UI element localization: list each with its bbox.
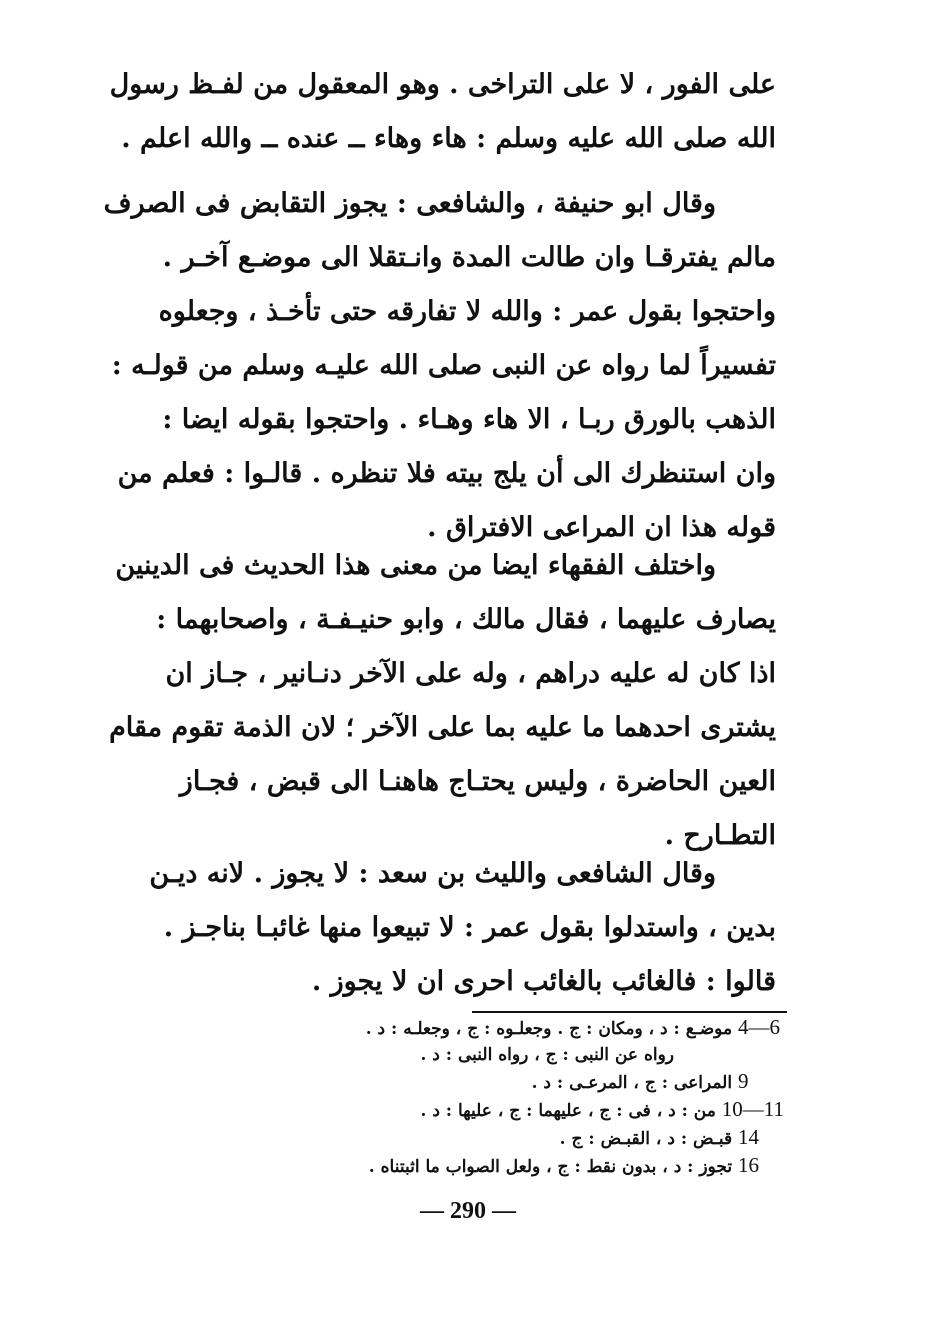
text-line: بدين ، واستدلوا بقول عمر : لا تبيعوا منها غائبـا بناجـز . <box>163 912 776 943</box>
footnote-number: 10—11 <box>721 1097 784 1121</box>
footnote-text: المراعى : ج ، المرعـى : د . <box>531 1073 733 1093</box>
footnote <box>100 1124 784 1152</box>
footnote-number: 9 <box>738 1069 749 1093</box>
footnote-text: موضـع : د ، ومكان : ج . وجعلـوه : ج ، وجعلـه : د . <box>365 1019 733 1039</box>
footnote-text: من : د ، فى : ج ، عليهما : ج ، عليها : د . <box>420 1101 716 1121</box>
footnote <box>100 1068 784 1096</box>
text-line: اذا كان له عليه دراهم ، وله على الآخر دنـانير ، جـاز ان <box>165 658 776 689</box>
text-line: وقال الشافعى والليث بن سعد : لا يجوز . لانه ديـن <box>149 858 716 889</box>
text-line: واختلف الفقهاء ايضا من معنى هذا الحديث فى الدينين <box>115 550 716 581</box>
footnote-continuation <box>100 1042 784 1068</box>
paragraph-4 <box>104 847 776 1009</box>
text-line: تفسيراً لما رواه عن النبى صلى الله عليـه وسلم من قولـه : <box>111 350 776 381</box>
text-line: يصارف عليهما ، فقال مالك ، وابو حنيـفـة ، واصحابهما : <box>156 604 776 635</box>
footnote-number: 4—6 <box>738 1015 780 1039</box>
footnote <box>100 1152 784 1180</box>
text-line: مالم يفترقـا وان طالت المدة وانـتقلا الى موضـع آخـر . <box>162 242 776 273</box>
paragraph-1 <box>104 58 776 166</box>
text-line: العين الحاضرة ، وليس يحتـاج هاهنـا الى قبض ، فجـاز <box>179 766 776 797</box>
footnotes <box>100 1014 784 1180</box>
footnote-number: 16 <box>738 1153 759 1177</box>
footnote <box>100 1096 784 1124</box>
paragraph-2 <box>104 177 776 555</box>
footnote-text: تجوز : د ، بدون نقط : ج ، ولعل الصواب ما اثبتناه . <box>368 1157 733 1177</box>
text-line: الذهب بالورق ربـا ، الا هاء وهـاء . واحتجوا بقوله ايضا : <box>162 404 776 435</box>
paragraph-3 <box>104 539 776 863</box>
page-number: — 290 — <box>420 1198 516 1224</box>
text-line: وان استنظرك الى أن يلج بيته فلا تنظره . قالـوا : فعلم من <box>117 458 776 489</box>
footnote-text: رواه عن النبى : ج ، رواه النبى : د . <box>420 1045 674 1065</box>
text-line: يشترى احدهما ما عليه بما على الآخر ؛ لان الذمة تقوم مقام <box>109 712 776 743</box>
text-line: وقال ابو حنيفة ، والشافعى : يجوز التقابض فى الصرف <box>104 188 716 219</box>
text-line: على الفور ، لا على التراخى . وهو المعقول من لفـظ رسول <box>109 69 776 100</box>
footnote-divider <box>472 1011 787 1013</box>
footnote <box>100 1014 784 1042</box>
text-line: واحتجوا بقول عمر : والله لا تفارقه حتى تأخـذ ، وجعلوه <box>158 296 776 327</box>
text-line: التطـارح . <box>664 820 776 851</box>
text-line: الله صلى الله عليه وسلم : هاء وهاء ــ عنده ــ والله اعلم . <box>121 123 776 154</box>
text-line: قوله هذا ان المراعى الافتراق . <box>427 512 776 543</box>
footnote-text: قبـض : د ، القبـض : ج . <box>559 1129 733 1149</box>
footnote-number: 14 <box>738 1125 759 1149</box>
text-line: قالوا : فالغائب بالغائب احرى ان لا يجوز . <box>311 966 776 997</box>
